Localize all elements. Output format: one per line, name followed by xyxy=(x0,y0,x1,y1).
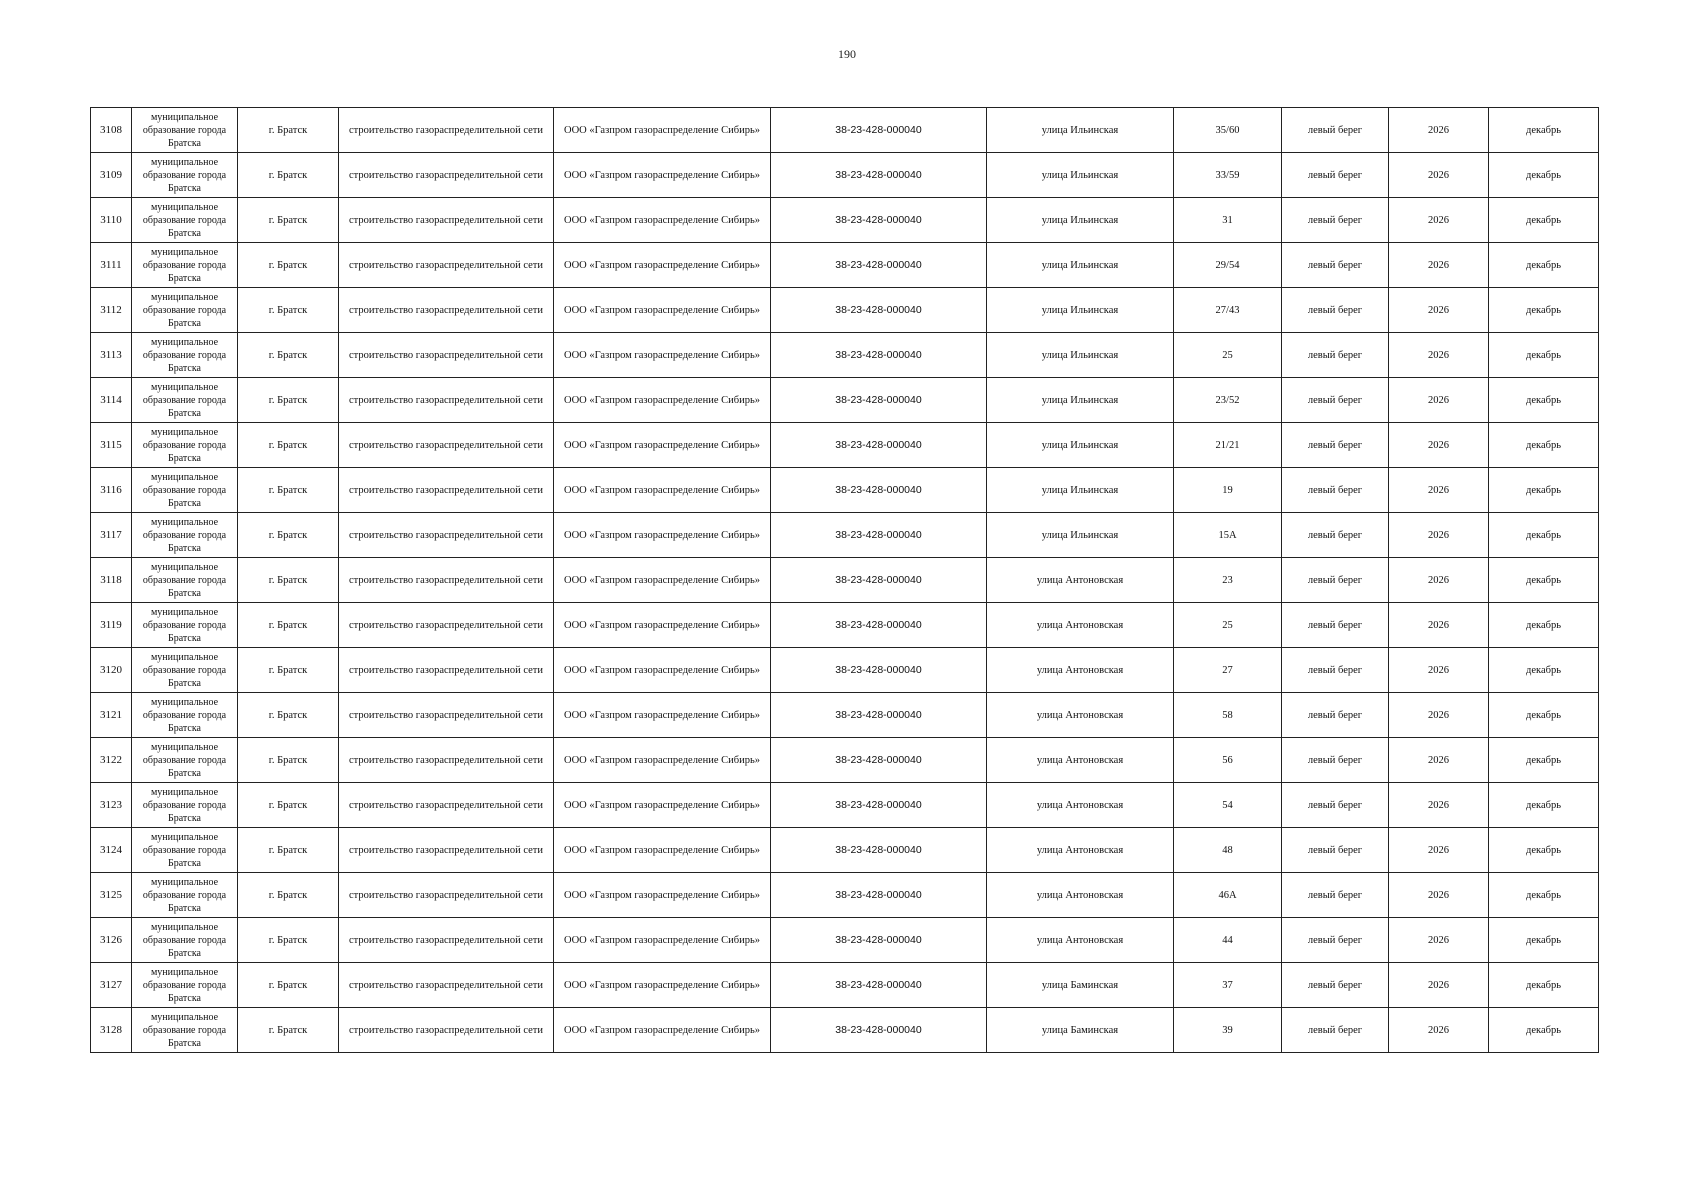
work-type-cell: строительство газораспределительной сети xyxy=(339,378,554,423)
object-code-cell: 38-23-428-000040 xyxy=(771,828,987,873)
municipality-cell: муниципальное образование города Братска xyxy=(132,738,238,783)
year-cell: 2026 xyxy=(1389,918,1489,963)
month-cell: декабрь xyxy=(1489,783,1599,828)
river-bank-cell: левый берег xyxy=(1282,873,1389,918)
house-number-cell: 58 xyxy=(1174,693,1282,738)
street-cell: улица Антоновская xyxy=(987,648,1174,693)
city-cell: г. Братск xyxy=(238,828,339,873)
object-code-cell: 38-23-428-000040 xyxy=(771,873,987,918)
table-row xyxy=(91,603,1599,648)
work-type-cell: строительство газораспределительной сети xyxy=(339,963,554,1008)
month-cell: декабрь xyxy=(1489,288,1599,333)
work-type-cell: строительство газораспределительной сети xyxy=(339,693,554,738)
river-bank-cell: левый берег xyxy=(1282,108,1389,153)
object-code-cell: 38-23-428-000040 xyxy=(771,738,987,783)
year-cell: 2026 xyxy=(1389,828,1489,873)
house-number-cell: 15А xyxy=(1174,513,1282,558)
house-number-cell: 21/21 xyxy=(1174,423,1282,468)
table-row xyxy=(91,153,1599,198)
city-cell: г. Братск xyxy=(238,468,339,513)
table-row xyxy=(91,783,1599,828)
gasification-schedule-table xyxy=(90,107,1599,1053)
row-number-cell: 3118 xyxy=(91,558,132,603)
work-type-cell: строительство газораспределительной сети xyxy=(339,288,554,333)
month-cell: декабрь xyxy=(1489,468,1599,513)
river-bank-cell: левый берег xyxy=(1282,558,1389,603)
city-cell: г. Братск xyxy=(238,153,339,198)
table-row xyxy=(91,918,1599,963)
house-number-cell: 25 xyxy=(1174,333,1282,378)
object-code-cell: 38-23-428-000040 xyxy=(771,378,987,423)
year-cell: 2026 xyxy=(1389,153,1489,198)
house-number-cell: 33/59 xyxy=(1174,153,1282,198)
work-type-cell: строительство газораспределительной сети xyxy=(339,648,554,693)
organization-cell: ООО «Газпром газораспределение Сибирь» xyxy=(554,1008,771,1053)
city-cell: г. Братск xyxy=(238,198,339,243)
municipality-cell: муниципальное образование города Братска xyxy=(132,378,238,423)
month-cell: декабрь xyxy=(1489,648,1599,693)
table-row xyxy=(91,558,1599,603)
street-cell: улица Ильинская xyxy=(987,378,1174,423)
month-cell: декабрь xyxy=(1489,513,1599,558)
row-number-cell: 3114 xyxy=(91,378,132,423)
object-code-cell: 38-23-428-000040 xyxy=(771,783,987,828)
city-cell: г. Братск xyxy=(238,783,339,828)
row-number-cell: 3117 xyxy=(91,513,132,558)
object-code-cell: 38-23-428-000040 xyxy=(771,693,987,738)
organization-cell: ООО «Газпром газораспределение Сибирь» xyxy=(554,828,771,873)
row-number-cell: 3112 xyxy=(91,288,132,333)
river-bank-cell: левый берег xyxy=(1282,693,1389,738)
house-number-cell: 23 xyxy=(1174,558,1282,603)
table-row xyxy=(91,378,1599,423)
month-cell: декабрь xyxy=(1489,243,1599,288)
month-cell: декабрь xyxy=(1489,738,1599,783)
month-cell: декабрь xyxy=(1489,918,1599,963)
row-number-cell: 3113 xyxy=(91,333,132,378)
river-bank-cell: левый берег xyxy=(1282,603,1389,648)
year-cell: 2026 xyxy=(1389,288,1489,333)
object-code-cell: 38-23-428-000040 xyxy=(771,603,987,648)
table-row xyxy=(91,198,1599,243)
street-cell: улица Антоновская xyxy=(987,738,1174,783)
month-cell: декабрь xyxy=(1489,198,1599,243)
row-number-cell: 3115 xyxy=(91,423,132,468)
house-number-cell: 44 xyxy=(1174,918,1282,963)
municipality-cell: муниципальное образование города Братска xyxy=(132,243,238,288)
work-type-cell: строительство газораспределительной сети xyxy=(339,1008,554,1053)
work-type-cell: строительство газораспределительной сети xyxy=(339,783,554,828)
work-type-cell: строительство газораспределительной сети xyxy=(339,423,554,468)
object-code-cell: 38-23-428-000040 xyxy=(771,1008,987,1053)
month-cell: декабрь xyxy=(1489,153,1599,198)
row-number-cell: 3121 xyxy=(91,693,132,738)
row-number-cell: 3124 xyxy=(91,828,132,873)
municipality-cell: муниципальное образование города Братска xyxy=(132,1008,238,1053)
municipality-cell: муниципальное образование города Братска xyxy=(132,963,238,1008)
street-cell: улица Ильинская xyxy=(987,513,1174,558)
river-bank-cell: левый берег xyxy=(1282,468,1389,513)
street-cell: улица Антоновская xyxy=(987,873,1174,918)
city-cell: г. Братск xyxy=(238,243,339,288)
work-type-cell: строительство газораспределительной сети xyxy=(339,738,554,783)
house-number-cell: 31 xyxy=(1174,198,1282,243)
work-type-cell: строительство газораспределительной сети xyxy=(339,918,554,963)
work-type-cell: строительство газораспределительной сети xyxy=(339,108,554,153)
row-number-cell: 3109 xyxy=(91,153,132,198)
river-bank-cell: левый берег xyxy=(1282,153,1389,198)
work-type-cell: строительство газораспределительной сети xyxy=(339,873,554,918)
row-number-cell: 3128 xyxy=(91,1008,132,1053)
street-cell: улица Антоновская xyxy=(987,693,1174,738)
month-cell: декабрь xyxy=(1489,333,1599,378)
river-bank-cell: левый берег xyxy=(1282,828,1389,873)
object-code-cell: 38-23-428-000040 xyxy=(771,423,987,468)
month-cell: декабрь xyxy=(1489,108,1599,153)
table-row xyxy=(91,648,1599,693)
municipality-cell: муниципальное образование города Братска xyxy=(132,693,238,738)
municipality-cell: муниципальное образование города Братска xyxy=(132,468,238,513)
month-cell: декабрь xyxy=(1489,1008,1599,1053)
object-code-cell: 38-23-428-000040 xyxy=(771,108,987,153)
organization-cell: ООО «Газпром газораспределение Сибирь» xyxy=(554,693,771,738)
house-number-cell: 37 xyxy=(1174,963,1282,1008)
river-bank-cell: левый берег xyxy=(1282,963,1389,1008)
year-cell: 2026 xyxy=(1389,648,1489,693)
table-row xyxy=(91,1008,1599,1053)
city-cell: г. Братск xyxy=(238,288,339,333)
table-row xyxy=(91,423,1599,468)
year-cell: 2026 xyxy=(1389,108,1489,153)
city-cell: г. Братск xyxy=(238,423,339,468)
municipality-cell: муниципальное образование города Братска xyxy=(132,828,238,873)
house-number-cell: 54 xyxy=(1174,783,1282,828)
municipality-cell: муниципальное образование города Братска xyxy=(132,198,238,243)
year-cell: 2026 xyxy=(1389,873,1489,918)
work-type-cell: строительство газораспределительной сети xyxy=(339,198,554,243)
object-code-cell: 38-23-428-000040 xyxy=(771,333,987,378)
house-number-cell: 48 xyxy=(1174,828,1282,873)
table-row xyxy=(91,693,1599,738)
organization-cell: ООО «Газпром газораспределение Сибирь» xyxy=(554,468,771,513)
house-number-cell: 19 xyxy=(1174,468,1282,513)
month-cell: декабрь xyxy=(1489,963,1599,1008)
municipality-cell: муниципальное образование города Братска xyxy=(132,873,238,918)
row-number-cell: 3122 xyxy=(91,738,132,783)
river-bank-cell: левый берег xyxy=(1282,198,1389,243)
street-cell: улица Ильинская xyxy=(987,468,1174,513)
organization-cell: ООО «Газпром газораспределение Сибирь» xyxy=(554,243,771,288)
year-cell: 2026 xyxy=(1389,963,1489,1008)
municipality-cell: муниципальное образование города Братска xyxy=(132,603,238,648)
organization-cell: ООО «Газпром газораспределение Сибирь» xyxy=(554,783,771,828)
organization-cell: ООО «Газпром газораспределение Сибирь» xyxy=(554,108,771,153)
river-bank-cell: левый берег xyxy=(1282,1008,1389,1053)
municipality-cell: муниципальное образование города Братска xyxy=(132,333,238,378)
river-bank-cell: левый берег xyxy=(1282,423,1389,468)
table-row xyxy=(91,873,1599,918)
work-type-cell: строительство газораспределительной сети xyxy=(339,333,554,378)
work-type-cell: строительство газораспределительной сети xyxy=(339,513,554,558)
street-cell: улица Ильинская xyxy=(987,198,1174,243)
house-number-cell: 29/54 xyxy=(1174,243,1282,288)
house-number-cell: 56 xyxy=(1174,738,1282,783)
row-number-cell: 3125 xyxy=(91,873,132,918)
municipality-cell: муниципальное образование города Братска xyxy=(132,918,238,963)
row-number-cell: 3123 xyxy=(91,783,132,828)
street-cell: улица Ильинская xyxy=(987,333,1174,378)
city-cell: г. Братск xyxy=(238,558,339,603)
year-cell: 2026 xyxy=(1389,783,1489,828)
table-row xyxy=(91,468,1599,513)
organization-cell: ООО «Газпром газораспределение Сибирь» xyxy=(554,558,771,603)
city-cell: г. Братск xyxy=(238,648,339,693)
river-bank-cell: левый берег xyxy=(1282,783,1389,828)
street-cell: улица Антоновская xyxy=(987,828,1174,873)
year-cell: 2026 xyxy=(1389,693,1489,738)
street-cell: улица Ильинская xyxy=(987,423,1174,468)
row-number-cell: 3127 xyxy=(91,963,132,1008)
year-cell: 2026 xyxy=(1389,243,1489,288)
street-cell: улица Ильинская xyxy=(987,108,1174,153)
organization-cell: ООО «Газпром газораспределение Сибирь» xyxy=(554,603,771,648)
organization-cell: ООО «Газпром газораспределение Сибирь» xyxy=(554,513,771,558)
row-number-cell: 3116 xyxy=(91,468,132,513)
organization-cell: ООО «Газпром газораспределение Сибирь» xyxy=(554,648,771,693)
table-row xyxy=(91,963,1599,1008)
work-type-cell: строительство газораспределительной сети xyxy=(339,153,554,198)
organization-cell: ООО «Газпром газораспределение Сибирь» xyxy=(554,963,771,1008)
city-cell: г. Братск xyxy=(238,738,339,783)
table-row xyxy=(91,333,1599,378)
municipality-cell: муниципальное образование города Братска xyxy=(132,513,238,558)
row-number-cell: 3110 xyxy=(91,198,132,243)
municipality-cell: муниципальное образование города Братска xyxy=(132,108,238,153)
river-bank-cell: левый берег xyxy=(1282,288,1389,333)
river-bank-cell: левый берег xyxy=(1282,243,1389,288)
organization-cell: ООО «Газпром газораспределение Сибирь» xyxy=(554,198,771,243)
object-code-cell: 38-23-428-000040 xyxy=(771,648,987,693)
year-cell: 2026 xyxy=(1389,1008,1489,1053)
month-cell: декабрь xyxy=(1489,378,1599,423)
row-number-cell: 3120 xyxy=(91,648,132,693)
object-code-cell: 38-23-428-000040 xyxy=(771,288,987,333)
row-number-cell: 3126 xyxy=(91,918,132,963)
organization-cell: ООО «Газпром газораспределение Сибирь» xyxy=(554,918,771,963)
row-number-cell: 3119 xyxy=(91,603,132,648)
river-bank-cell: левый берег xyxy=(1282,513,1389,558)
year-cell: 2026 xyxy=(1389,603,1489,648)
table-row xyxy=(91,738,1599,783)
object-code-cell: 38-23-428-000040 xyxy=(771,153,987,198)
table-row xyxy=(91,288,1599,333)
river-bank-cell: левый берег xyxy=(1282,333,1389,378)
organization-cell: ООО «Газпром газораспределение Сибирь» xyxy=(554,288,771,333)
street-cell: улица Антоновская xyxy=(987,918,1174,963)
year-cell: 2026 xyxy=(1389,198,1489,243)
work-type-cell: строительство газораспределительной сети xyxy=(339,603,554,648)
year-cell: 2026 xyxy=(1389,468,1489,513)
river-bank-cell: левый берег xyxy=(1282,378,1389,423)
work-type-cell: строительство газораспределительной сети xyxy=(339,468,554,513)
city-cell: г. Братск xyxy=(238,333,339,378)
city-cell: г. Братск xyxy=(238,378,339,423)
house-number-cell: 39 xyxy=(1174,1008,1282,1053)
house-number-cell: 23/52 xyxy=(1174,378,1282,423)
year-cell: 2026 xyxy=(1389,738,1489,783)
table-row xyxy=(91,513,1599,558)
municipality-cell: муниципальное образование города Братска xyxy=(132,423,238,468)
street-cell: улица Антоновская xyxy=(987,558,1174,603)
row-number-cell: 3111 xyxy=(91,243,132,288)
work-type-cell: строительство газораспределительной сети xyxy=(339,558,554,603)
month-cell: декабрь xyxy=(1489,423,1599,468)
month-cell: декабрь xyxy=(1489,603,1599,648)
organization-cell: ООО «Газпром газораспределение Сибирь» xyxy=(554,333,771,378)
page-number: 190 xyxy=(838,47,856,61)
month-cell: декабрь xyxy=(1489,873,1599,918)
organization-cell: ООО «Газпром газораспределение Сибирь» xyxy=(554,423,771,468)
municipality-cell: муниципальное образование города Братска xyxy=(132,648,238,693)
house-number-cell: 27 xyxy=(1174,648,1282,693)
year-cell: 2026 xyxy=(1389,423,1489,468)
year-cell: 2026 xyxy=(1389,378,1489,423)
organization-cell: ООО «Газпром газораспределение Сибирь» xyxy=(554,378,771,423)
work-type-cell: строительство газораспределительной сети xyxy=(339,828,554,873)
street-cell: улица Ильинская xyxy=(987,153,1174,198)
table-row xyxy=(91,243,1599,288)
house-number-cell: 35/60 xyxy=(1174,108,1282,153)
table-row xyxy=(91,108,1599,153)
year-cell: 2026 xyxy=(1389,333,1489,378)
city-cell: г. Братск xyxy=(238,603,339,648)
object-code-cell: 38-23-428-000040 xyxy=(771,963,987,1008)
river-bank-cell: левый берег xyxy=(1282,648,1389,693)
table-body xyxy=(91,108,1599,1053)
city-cell: г. Братск xyxy=(238,873,339,918)
city-cell: г. Братск xyxy=(238,918,339,963)
year-cell: 2026 xyxy=(1389,513,1489,558)
month-cell: декабрь xyxy=(1489,693,1599,738)
city-cell: г. Братск xyxy=(238,963,339,1008)
row-number-cell: 3108 xyxy=(91,108,132,153)
work-type-cell: строительство газораспределительной сети xyxy=(339,243,554,288)
object-code-cell: 38-23-428-000040 xyxy=(771,558,987,603)
river-bank-cell: левый берег xyxy=(1282,738,1389,783)
street-cell: улица Ильинская xyxy=(987,243,1174,288)
municipality-cell: муниципальное образование города Братска xyxy=(132,783,238,828)
month-cell: декабрь xyxy=(1489,828,1599,873)
municipality-cell: муниципальное образование города Братска xyxy=(132,558,238,603)
street-cell: улица Ильинская xyxy=(987,288,1174,333)
object-code-cell: 38-23-428-000040 xyxy=(771,468,987,513)
city-cell: г. Братск xyxy=(238,108,339,153)
municipality-cell: муниципальное образование города Братска xyxy=(132,153,238,198)
city-cell: г. Братск xyxy=(238,693,339,738)
municipality-cell: муниципальное образование города Братска xyxy=(132,288,238,333)
table-row xyxy=(91,828,1599,873)
street-cell: улица Баминская xyxy=(987,1008,1174,1053)
house-number-cell: 25 xyxy=(1174,603,1282,648)
house-number-cell: 46А xyxy=(1174,873,1282,918)
organization-cell: ООО «Газпром газораспределение Сибирь» xyxy=(554,738,771,783)
object-code-cell: 38-23-428-000040 xyxy=(771,513,987,558)
organization-cell: ООО «Газпром газораспределение Сибирь» xyxy=(554,153,771,198)
house-number-cell: 27/43 xyxy=(1174,288,1282,333)
street-cell: улица Антоновская xyxy=(987,603,1174,648)
street-cell: улица Антоновская xyxy=(987,783,1174,828)
year-cell: 2026 xyxy=(1389,558,1489,603)
street-cell: улица Баминская xyxy=(987,963,1174,1008)
organization-cell: ООО «Газпром газораспределение Сибирь» xyxy=(554,873,771,918)
city-cell: г. Братск xyxy=(238,1008,339,1053)
month-cell: декабрь xyxy=(1489,558,1599,603)
river-bank-cell: левый берег xyxy=(1282,918,1389,963)
object-code-cell: 38-23-428-000040 xyxy=(771,198,987,243)
object-code-cell: 38-23-428-000040 xyxy=(771,243,987,288)
object-code-cell: 38-23-428-000040 xyxy=(771,918,987,963)
city-cell: г. Братск xyxy=(238,513,339,558)
